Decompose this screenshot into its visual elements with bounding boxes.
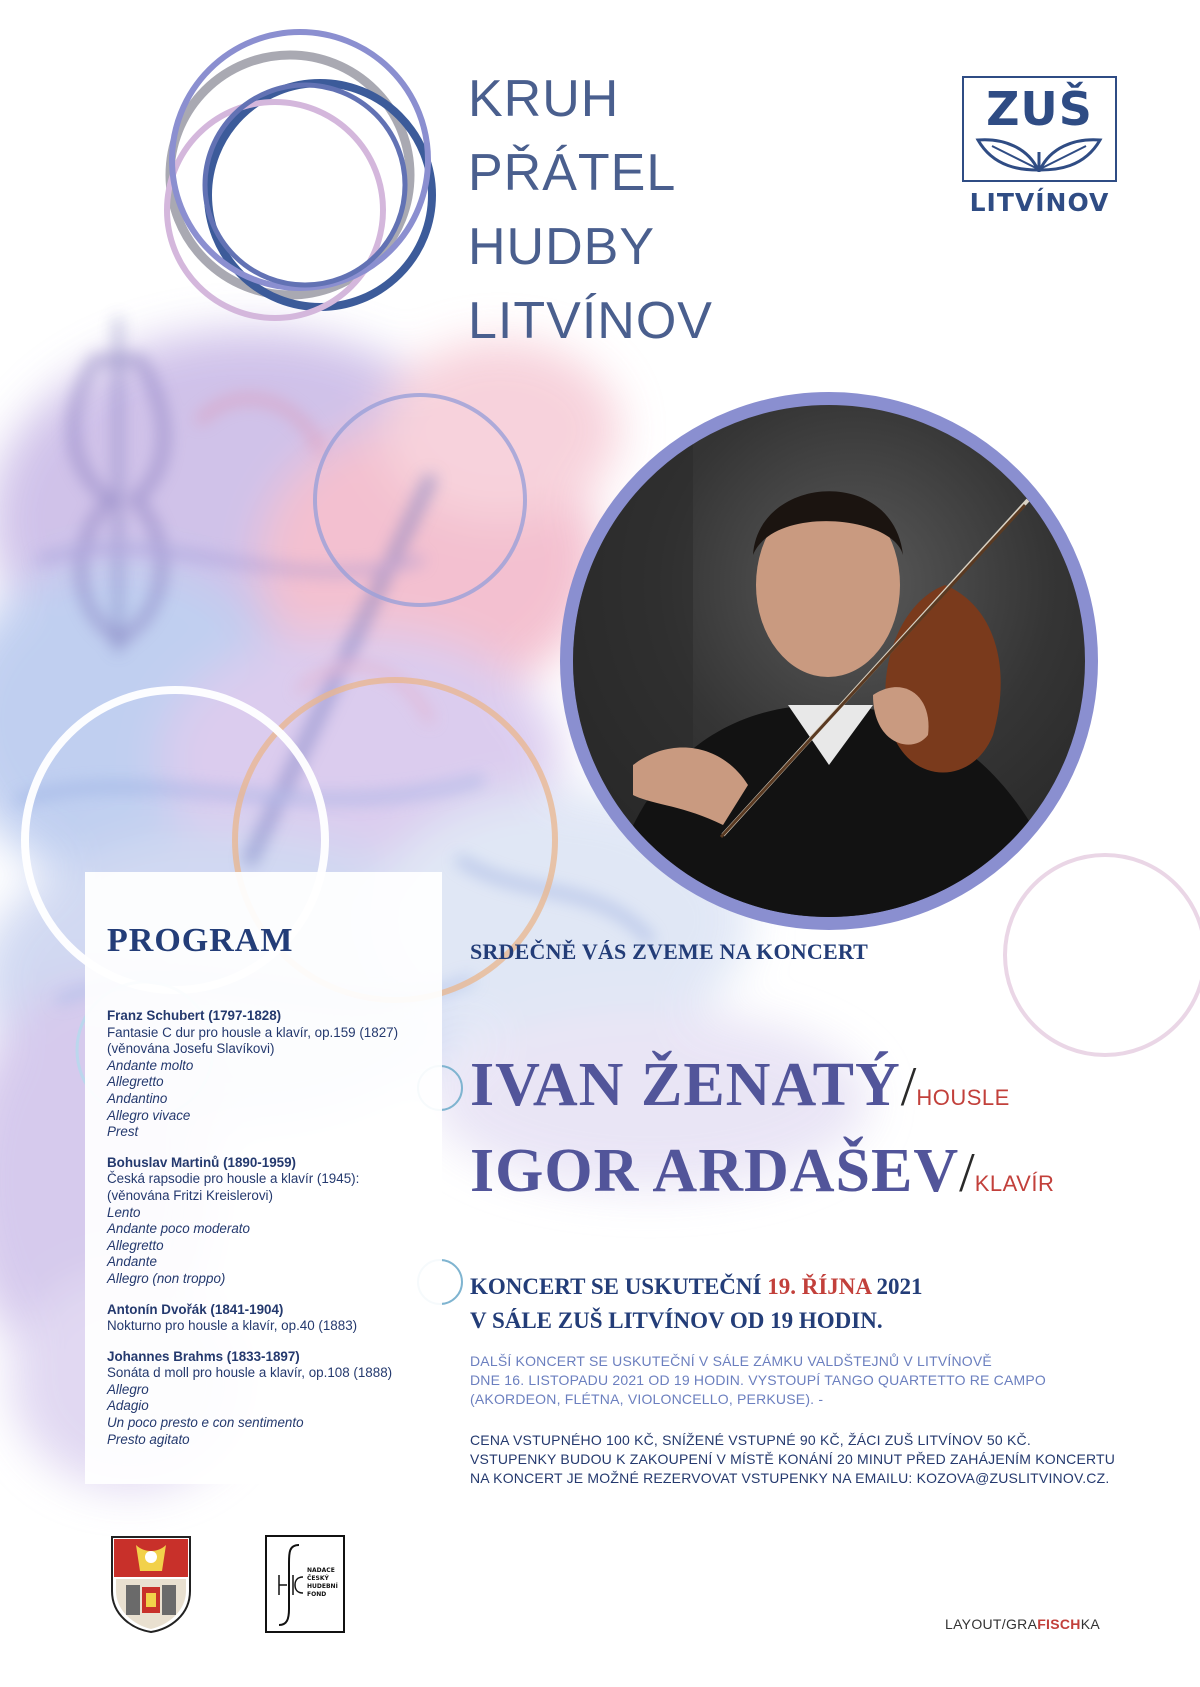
performer-instrument: HOUSLE bbox=[916, 1085, 1010, 1110]
foundation-name-line: ČESKÝ bbox=[307, 1575, 329, 1582]
work-title: Česká rapsodie pro housle a klavír (1945): bbox=[107, 1171, 360, 1187]
movement: Andantino bbox=[107, 1090, 168, 1106]
composer: Franz Schubert (1797-1828) bbox=[107, 1008, 282, 1023]
movement: Un poco presto e con sentimento bbox=[107, 1415, 304, 1431]
movement: Allegretto bbox=[107, 1237, 164, 1253]
movement: Lento bbox=[107, 1204, 141, 1220]
performer-slash: / bbox=[959, 1142, 975, 1204]
performer-instrument: KLAVÍR bbox=[974, 1171, 1055, 1196]
performer-slash: / bbox=[900, 1056, 917, 1118]
title-line: PŘÁTEL bbox=[468, 144, 677, 202]
concert-date: 19. ŘÍJNA bbox=[767, 1274, 871, 1299]
movement: Allegro (non troppo) bbox=[107, 1270, 226, 1286]
violinist-figure bbox=[573, 405, 1085, 917]
zus-logo-city: LITVÍNOV bbox=[969, 188, 1110, 217]
work-dedication: (věnována Fritzi Kreislerovi) bbox=[107, 1187, 273, 1203]
foundation-name-line: HUDEBNÍ bbox=[307, 1583, 338, 1590]
credit-bold: FISCH bbox=[1037, 1616, 1081, 1632]
zus-logo bbox=[962, 76, 1117, 221]
program-piece bbox=[107, 1155, 437, 1288]
organization-title bbox=[468, 62, 713, 358]
title-line: LITVÍNOV bbox=[468, 292, 713, 350]
info-line: CENA VSTUPNÉHO 100 KČ, SNÍŽENÉ VSTUPNÉ 90 KČ, ŽÁCI ZUŠ LITVÍNOV 50 KČ. bbox=[470, 1432, 1031, 1448]
concert-date-venue bbox=[470, 1270, 922, 1338]
layout-credit bbox=[945, 1616, 1100, 1632]
info-line: (AKORDEON, FLÉTNA, VIOLONCELLO, PERKUSE). - bbox=[470, 1391, 824, 1407]
work-title: Nokturno pro housle a klavír, op.40 (1883) bbox=[107, 1318, 358, 1334]
foundation-logo bbox=[265, 1535, 345, 1633]
invitation-line: SRDEČNĚ VÁS ZVEME NA KONCERT bbox=[470, 939, 869, 964]
foundation-name bbox=[307, 1567, 338, 1599]
zus-logo-box bbox=[962, 76, 1117, 182]
info-line: NA KONCERT JE MOŽNÉ REZERVOVAT VSTUPENKY NA EMAILU: KOZOVA@ZUSLITVINOV.CZ. bbox=[470, 1470, 1110, 1486]
movement: Prest bbox=[107, 1124, 139, 1140]
movement: Allegro bbox=[107, 1381, 149, 1397]
movement: Andante bbox=[107, 1254, 157, 1270]
performer-name: IGOR ARDAŠEV bbox=[470, 1137, 960, 1205]
performer-name: IVAN ŽENATÝ bbox=[470, 1051, 901, 1119]
performer-piano bbox=[470, 1136, 1054, 1207]
credit-suffix: KA bbox=[1080, 1616, 1100, 1632]
concert-date-line bbox=[470, 1270, 922, 1304]
town-coat-of-arms-icon bbox=[110, 1535, 192, 1633]
movement: Presto agitato bbox=[107, 1431, 190, 1447]
program-heading: PROGRAM bbox=[107, 922, 294, 959]
work-dedication: (věnována Josefu Slavíkovi) bbox=[107, 1041, 275, 1057]
composer: Antonín Dvořák (1841-1904) bbox=[107, 1301, 284, 1317]
program-piece bbox=[107, 1349, 437, 1449]
movement: Andante poco moderato bbox=[107, 1221, 250, 1237]
credit-prefix: LAYOUT/GRA bbox=[945, 1616, 1038, 1632]
foundation-monogram-icon bbox=[271, 1539, 311, 1629]
leaves-icon bbox=[964, 130, 1115, 180]
next-concert-info bbox=[470, 1352, 1046, 1409]
program-list bbox=[107, 1008, 437, 1462]
info-line: DNE 16. LISTOPADU 2021 OD 19 HODIN. VYSTOUPÍ TANGO QUARTETTO RE CAMPO bbox=[470, 1372, 1047, 1388]
movement: Adagio bbox=[107, 1398, 149, 1414]
performer-violin bbox=[470, 1050, 1010, 1121]
title-line: KRUH bbox=[468, 70, 620, 128]
violinist-portrait bbox=[560, 392, 1098, 930]
composer: Johannes Brahms (1833-1897) bbox=[107, 1348, 300, 1364]
concert-prefix: KONCERT SE USKUTEČNÍ bbox=[470, 1274, 768, 1299]
foundation-name-line: NADACE bbox=[307, 1567, 335, 1574]
program-piece bbox=[107, 1008, 437, 1141]
concert-venue-line: V SÁLE ZUŠ LITVÍNOV OD 19 HODIN. bbox=[470, 1308, 883, 1333]
info-line: DALŠÍ KONCERT SE USKUTEČNÍ V SÁLE ZÁMKU VALDŠTEJNŮ V LITVÍNOVĚ bbox=[470, 1353, 992, 1369]
work-title: Sonáta d moll pro housle a klavír, op.108 (1888) bbox=[107, 1365, 393, 1381]
ticket-info bbox=[470, 1431, 1115, 1488]
movement: Allegretto bbox=[107, 1074, 164, 1090]
info-line: VSTUPENKY BUDOU K ZAKOUPENÍ V MÍSTĚ KONÁNÍ 20 MINUT PŘED ZAHÁJENÍM KONCERTU bbox=[470, 1451, 1116, 1467]
program-piece bbox=[107, 1302, 437, 1335]
composer: Bohuslav Martinů (1890-1959) bbox=[107, 1154, 297, 1170]
work-title: Fantasie C dur pro housle a klavír, op.159 (1827) bbox=[107, 1024, 399, 1040]
movement: Andante molto bbox=[107, 1057, 194, 1073]
concert-year: 2021 bbox=[870, 1274, 923, 1299]
zus-logo-word: ZUŠ bbox=[986, 82, 1093, 136]
foundation-name-line: FOND bbox=[307, 1591, 327, 1598]
title-line: HUDBY bbox=[468, 218, 656, 276]
movement: Allegro vivace bbox=[107, 1107, 191, 1123]
